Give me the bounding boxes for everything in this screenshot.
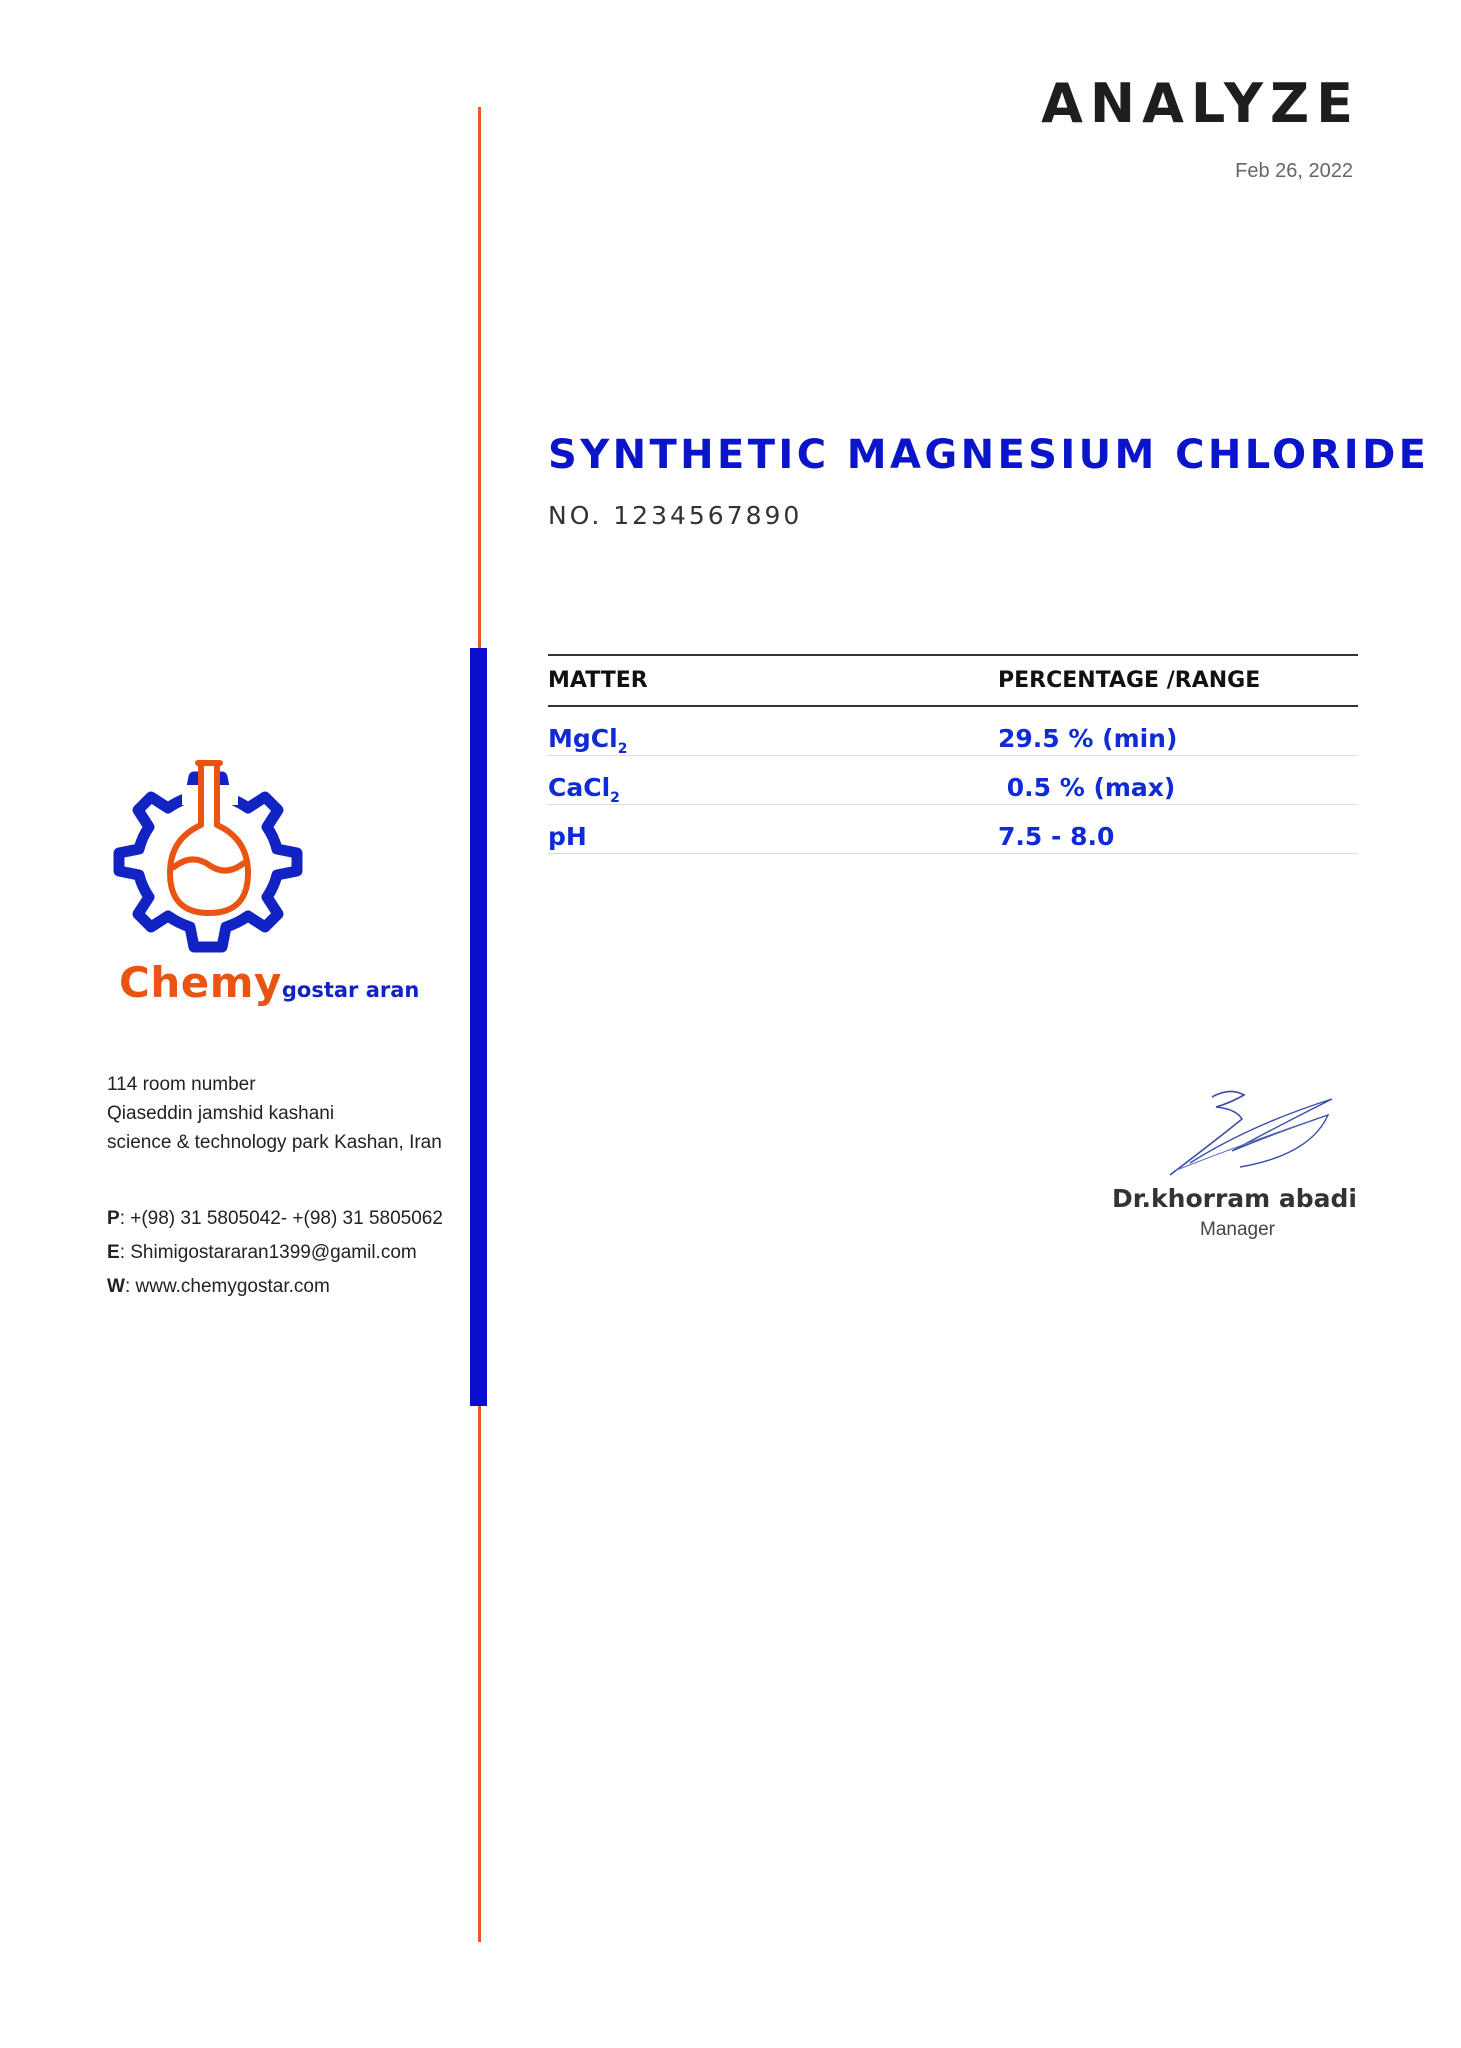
product-name: SYNTHETIC MAGNESIUM CHLORIDE (548, 432, 1430, 478)
value-cell: 7.5 - 8.0 (998, 822, 1115, 851)
company-address (107, 1070, 442, 1157)
header-percentage: PERCENTAGE /RANGE (998, 668, 1261, 693)
analysis-table (548, 654, 1358, 854)
phone-line: P: +(98) 31 5805042- +(98) 31 5805062 (107, 1208, 443, 1229)
address-line: Qiaseddin jamshid kashani (107, 1103, 335, 1124)
phone-label: P (107, 1208, 120, 1229)
web-value: www.chemygostar.com (135, 1276, 330, 1297)
web-label: W (107, 1276, 125, 1297)
value-cell: 0.5 % (max) (998, 773, 1176, 802)
address-line: 114 room number (107, 1074, 256, 1095)
table-row (548, 805, 1358, 854)
signature-scribble (1160, 1085, 1335, 1185)
email-line: E: Shimigostararan1399@gamil.com (107, 1242, 417, 1263)
matter-cell: CaCl$_2$ (548, 773, 620, 806)
table-header-row (548, 656, 1358, 705)
brand-sub: gostar aran (281, 978, 420, 1002)
table-row (548, 707, 1358, 756)
phone-value: +(98) 31 5805042- +(98) 31 5805062 (130, 1208, 443, 1229)
gear-flask-logo-icon (108, 755, 308, 955)
formula-subscript: 2 (610, 790, 620, 806)
header-matter: MATTER (548, 668, 648, 693)
web-line: W: www.chemygostar.com (107, 1276, 330, 1297)
page-title: ANALYZE (1041, 72, 1360, 135)
matter-cell: MgCl$_2$ (548, 724, 628, 757)
document-date: Feb 26, 2022 (1235, 160, 1353, 182)
signer-name: Dr.khorram abadi (1112, 1184, 1357, 1213)
table-row (548, 756, 1358, 805)
address-line: science & technology park Kashan, Iran (107, 1132, 442, 1153)
brand-main: Chemy (119, 958, 282, 1007)
signer-role: Manager (1200, 1219, 1275, 1240)
email-label: E (107, 1242, 120, 1263)
product-number: NO. 1234567890 (548, 501, 803, 530)
formula-subscript: 2 (617, 741, 628, 757)
matter-cell: pH (548, 822, 587, 851)
value-cell: 29.5 % (min) (998, 724, 1178, 753)
email-value: Shimigostararan1399@gamil.com (130, 1242, 417, 1263)
brand-wordmark (119, 958, 419, 1007)
company-contacts (107, 1202, 443, 1304)
divider-accent-bar (470, 648, 487, 1406)
